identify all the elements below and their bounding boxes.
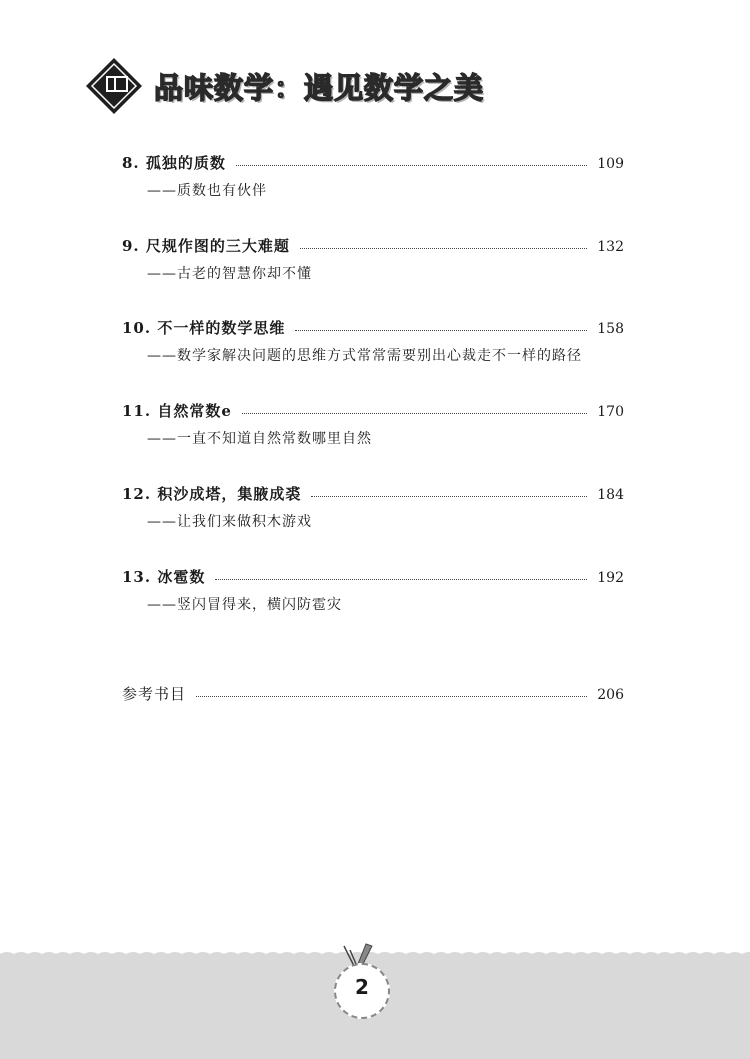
toc-entry[interactable] <box>122 400 624 448</box>
toc-entry-title: 13. 冰雹数 <box>122 568 206 586</box>
toc-entry-title: 参考书目 <box>122 685 187 703</box>
toc-entry[interactable] <box>122 483 624 531</box>
toc-entry-title: 12. 积沙成塔，集腋成裘 <box>122 485 302 503</box>
dot-leader <box>311 484 587 497</box>
toc-entry-page: 158 <box>597 321 624 337</box>
toc-entry[interactable] <box>122 152 624 200</box>
toc-entry-title: 10. 不一样的数学思维 <box>122 319 286 337</box>
toc-entry[interactable] <box>122 566 624 614</box>
toc-entry-bibliography[interactable] <box>122 683 624 707</box>
toc-entry[interactable] <box>122 235 624 283</box>
toc-entry-page: 132 <box>597 239 624 255</box>
dot-leader <box>236 153 587 166</box>
dot-leader <box>196 684 587 697</box>
toc-entry-subtitle: ——一直不知道自然常数哪里自然 <box>147 431 372 447</box>
toc-entry-page: 184 <box>597 487 624 503</box>
dot-leader <box>215 567 587 580</box>
toc-entry[interactable] <box>122 317 624 365</box>
toc-entry-subtitle: ——让我们来做积木游戏 <box>147 514 312 530</box>
page-number: 2 <box>355 975 369 999</box>
toc-entry-page: 192 <box>597 570 624 586</box>
toc-entry-title: 11. 自然常数e <box>122 402 232 420</box>
book-title: 品味数学：遇见数学之美 <box>154 71 485 105</box>
dot-leader <box>242 401 587 414</box>
toc-entry-page: 206 <box>597 687 624 703</box>
toc-entry-title: 8. 孤独的质数 <box>122 154 226 172</box>
dot-leader <box>295 318 587 331</box>
toc-entry-subtitle: ——古老的智慧你却不懂 <box>147 266 312 282</box>
dot-leader <box>300 236 587 249</box>
toc-entry-subtitle: ——质数也有伙伴 <box>147 183 267 199</box>
toc-entry-subtitle: ——竖闪冒得来，横闪防雹灾 <box>147 597 342 613</box>
toc-entry-page: 170 <box>597 404 624 420</box>
toc-entry-page: 109 <box>597 156 624 172</box>
toc-entry-title: 9. 尺规作图的三大难题 <box>122 237 290 255</box>
toc-entry-subtitle: ——数学家解决问题的思维方式常常需要别出心裁走不一样的路径 <box>147 348 582 364</box>
